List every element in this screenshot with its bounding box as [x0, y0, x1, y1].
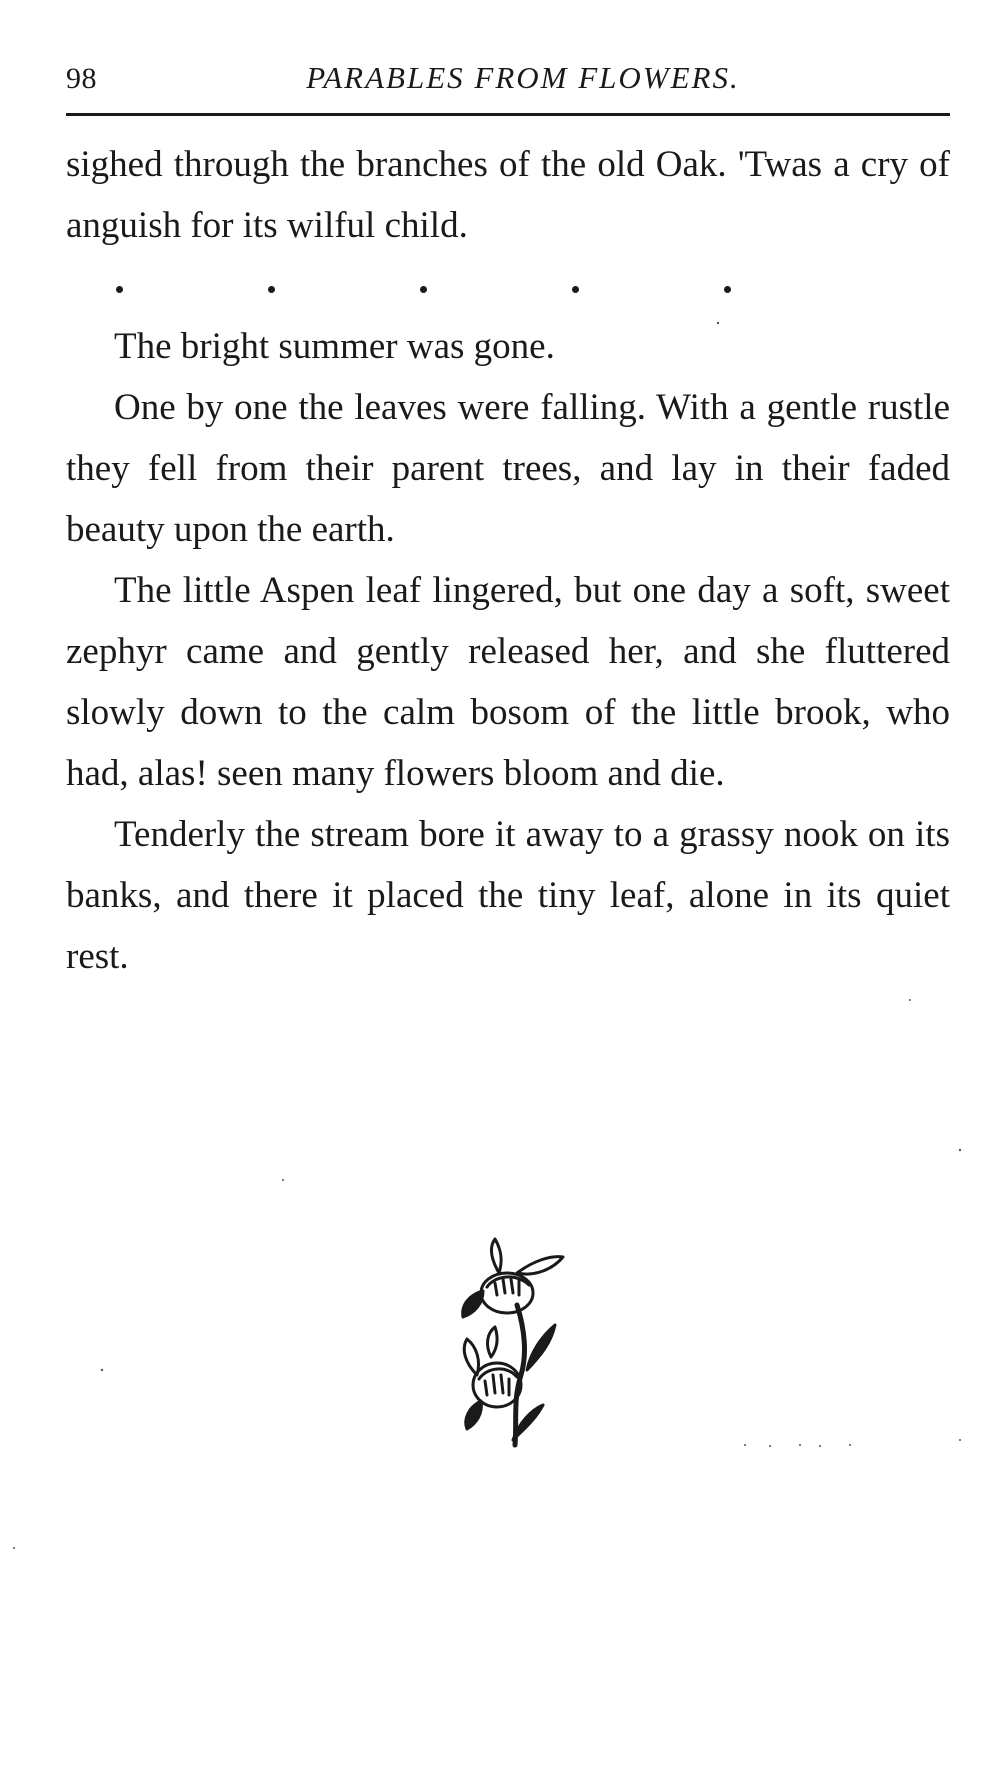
header-rule — [66, 113, 950, 116]
paragraph-stream: Tenderly the stream bore it away to a grassy nook on its banks, and there it placed the tiny leaf, alone in its quiet rest. — [66, 814, 950, 977]
section-break-dot — [724, 286, 731, 293]
paragraph-continuation: sighed through the branches of the old Oak. 'Twas a cry of anguish for its wilful child. — [66, 144, 950, 246]
section-break-dot — [420, 286, 427, 293]
running-title: PARABLES FROM FLOWERS. — [306, 60, 740, 95]
running-head — [66, 58, 950, 102]
section-break-dot — [268, 286, 275, 293]
section-break — [66, 256, 950, 316]
section-break-dot — [116, 286, 123, 293]
paragraph-aspen-leaf: The little Aspen leaf lingered, but one day a soft, sweet zephyr came and gently released her, and she fluttered slowly down to the calm bosom of the little brook, who had, alas! seen many flowers bloom and die. — [66, 570, 950, 794]
section-break-dot — [572, 286, 579, 293]
paragraph-summer-gone: The bright summer was gone. — [114, 326, 555, 367]
flower-sprig-icon — [455, 1235, 595, 1455]
page-number: 98 — [66, 62, 97, 95]
paragraph-leaves-falling: One by one the leaves were falling. With a gentle rustle they fell from their parent trees, and lay in their faded beauty upon the earth. — [66, 387, 950, 550]
body-text — [66, 134, 950, 987]
